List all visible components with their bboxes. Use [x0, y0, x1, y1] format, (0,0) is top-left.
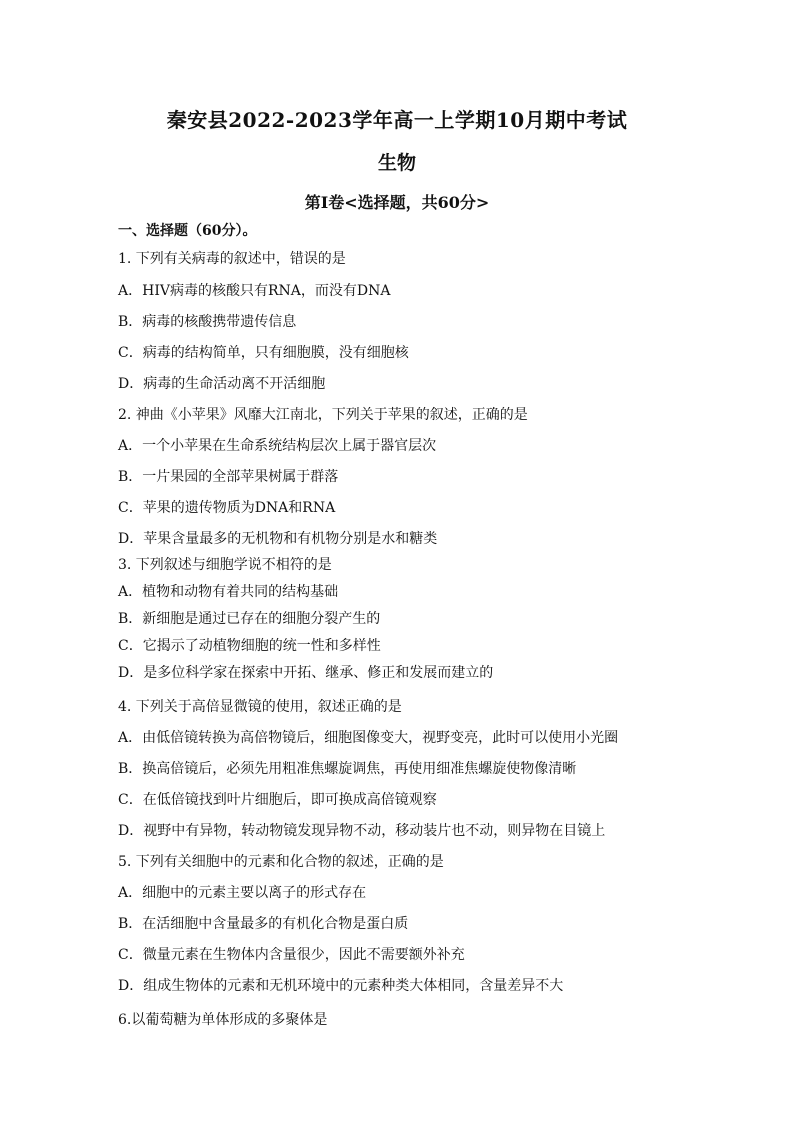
option: C．微量元素在生物体内含量很少，因此不需要额外补充 — [118, 947, 465, 963]
option: C．它揭示了动植物细胞的统一性和多样性 — [118, 638, 381, 654]
option: D．组成生物体的元素和无机环境中的元素种类大体相同，含量差异不大 — [118, 978, 564, 994]
question-stem: 5. 下列有关细胞中的元素和化合物的叙述，正确的是 — [118, 854, 444, 870]
part-heading: 第I卷<选择题，共60分> — [304, 193, 490, 212]
question-stem: 1. 下列有关病毒的叙述中，错误的是 — [118, 251, 346, 267]
option: A．HIV病毒的核酸只有RNA，而没有DNA — [118, 283, 391, 299]
question-stem: 4. 下列关于高倍显微镜的使用，叙述正确的是 — [118, 699, 402, 715]
question-stem: 2. 神曲《小苹果》风靡大江南北，下列关于苹果的叙述，正确的是 — [118, 407, 528, 423]
option: D．苹果含量最多的无机物和有机物分别是水和糖类 — [118, 531, 438, 547]
option: A．植物和动物有着共同的结构基础 — [118, 584, 339, 600]
exam-title: 秦安县2022-2023学年高一上学期10月期中考试 — [166, 108, 628, 132]
subject-title: 生物 — [377, 152, 416, 174]
question-stem: 3. 下列叙述与细胞学说不相符的是 — [118, 557, 332, 573]
option: B．换高倍镜后，必须先用粗准焦螺旋调焦，再使用细准焦螺旋使物像清晰 — [118, 761, 577, 777]
option: D．病毒的生命活动离不开活细胞 — [118, 376, 326, 392]
option: B．在活细胞中含量最多的有机化合物是蛋白质 — [118, 916, 409, 932]
option: B．新细胞是通过已存在的细胞分裂产生的 — [118, 611, 381, 627]
section-heading: 一、选择题（60分）。 — [118, 223, 257, 239]
option: A．由低倍镜转换为高倍物镜后，细胞图像变大，视野变亮，此时可以使用小光圈 — [118, 730, 619, 746]
option: B．一片果园的全部苹果树属于群落 — [118, 469, 339, 485]
question-stem: 6.以葡萄糖为单体形成的多聚体是 — [118, 1012, 328, 1028]
option: C．在低倍镜找到叶片细胞后，即可换成高倍镜观察 — [118, 792, 437, 808]
option: A．一个小苹果在生命系统结构层次上属于器官层次 — [118, 438, 437, 454]
option: D．视野中有异物，转动物镜发现异物不动，移动装片也不动，则异物在目镜上 — [118, 823, 606, 839]
option: C．病毒的结构简单，只有细胞膜，没有细胞核 — [118, 345, 409, 361]
option: B．病毒的核酸携带遗传信息 — [118, 314, 297, 330]
option: D．是多位科学家在探索中开拓、继承、修正和发展而建立的 — [118, 665, 494, 681]
option: A．细胞中的元素主要以离子的形式存在 — [118, 885, 367, 901]
option: C．苹果的遗传物质为DNA和RNA — [118, 500, 336, 516]
